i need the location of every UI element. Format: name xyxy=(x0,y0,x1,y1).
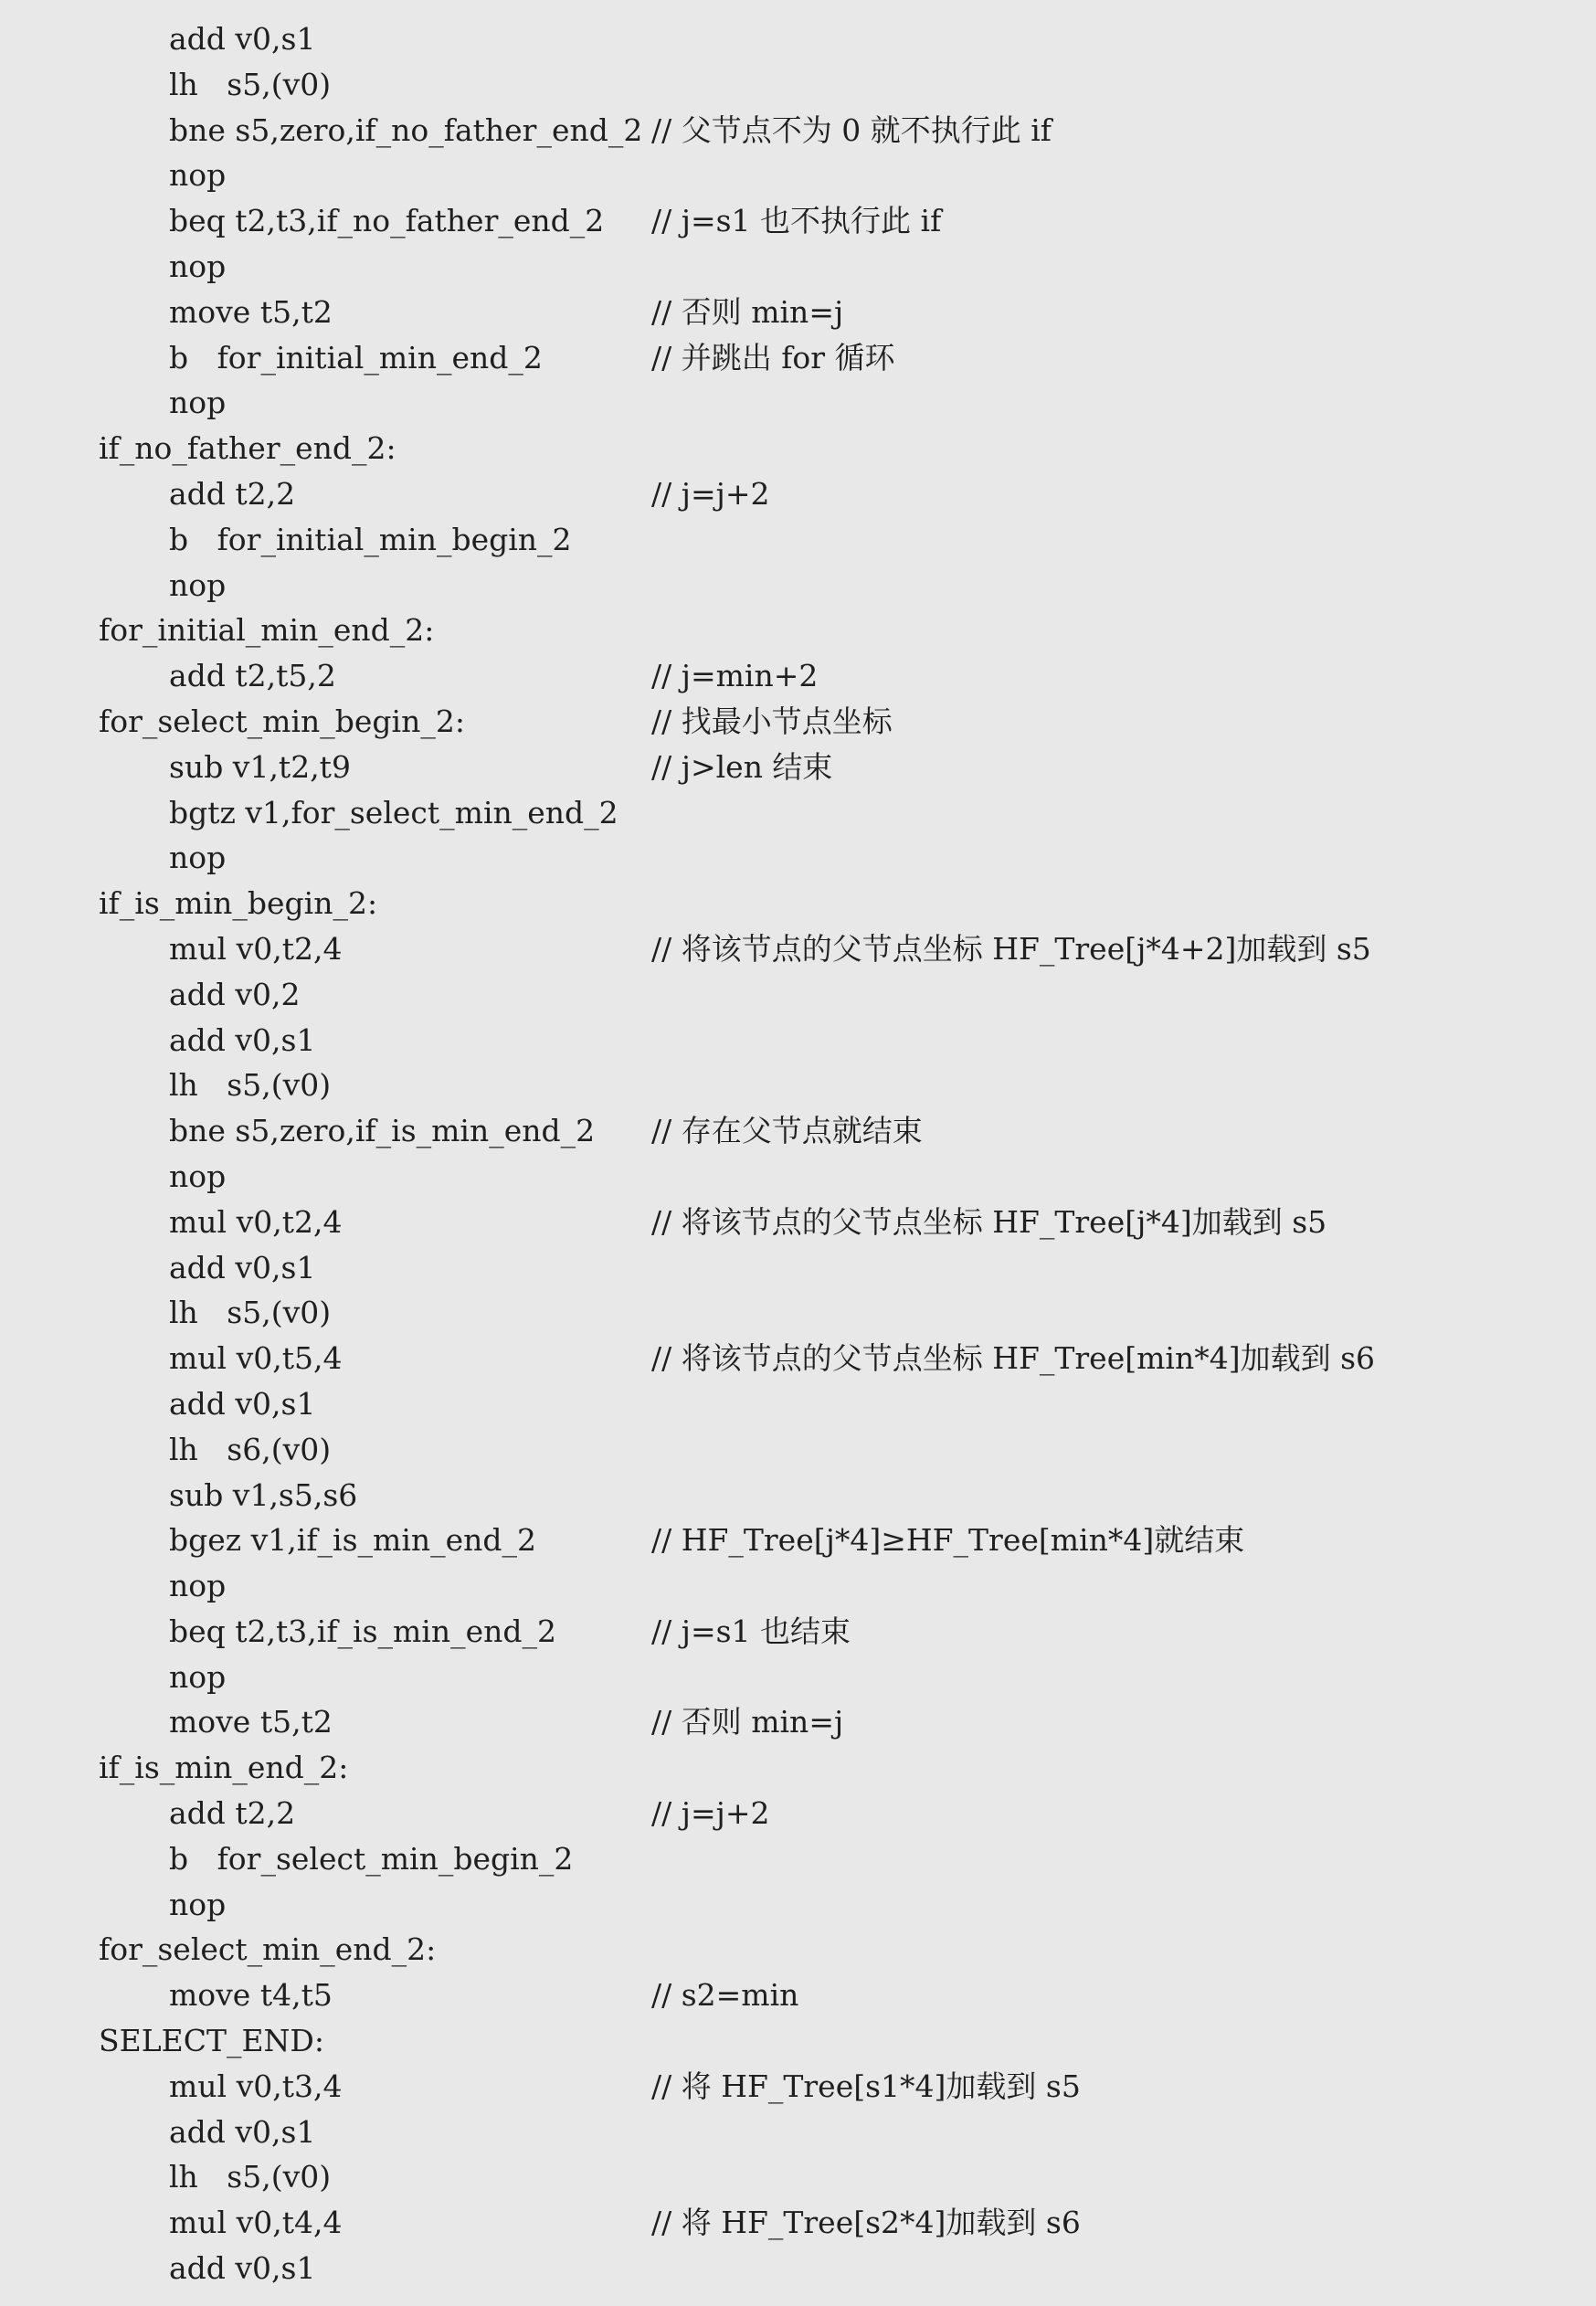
code-instruction: add v0,s1 xyxy=(169,2113,316,2150)
code-line xyxy=(0,2064,1596,2110)
code-line xyxy=(0,926,1596,972)
code-line xyxy=(0,335,1596,381)
code-line xyxy=(0,881,1596,926)
code-instruction: add t2,2 xyxy=(169,475,296,512)
code-line xyxy=(0,198,1596,244)
code-line xyxy=(0,16,1596,62)
code-comment: // 将 HF_Tree[s2*4]加载到 s6 xyxy=(651,2205,1081,2241)
code-instruction: nop xyxy=(169,157,227,194)
code-label: for_select_min_end_2: xyxy=(99,1931,437,1968)
code-comment: // j=min+2 xyxy=(651,658,819,694)
code-line xyxy=(0,1108,1596,1154)
code-instruction: move t5,t2 xyxy=(169,293,333,330)
code-line xyxy=(0,1609,1596,1655)
code-line xyxy=(0,1655,1596,1700)
code-line xyxy=(0,1699,1596,1745)
code-instruction: nop xyxy=(169,1886,227,1922)
code-instruction: lh s5,(v0) xyxy=(169,1295,332,1331)
code-line xyxy=(0,1745,1596,1791)
code-line xyxy=(0,608,1596,653)
code-line xyxy=(0,1427,1596,1473)
code-instruction: nop xyxy=(169,566,227,603)
code-line xyxy=(0,563,1596,608)
code-line xyxy=(0,290,1596,335)
code-instruction: add v0,s1 xyxy=(169,1385,316,1422)
code-comment: // j=j+2 xyxy=(651,475,770,512)
code-comment: // 将该节点的父节点坐标 HF_Tree[j*4]加载到 s5 xyxy=(651,1203,1327,1240)
code-label: for_initial_min_end_2: xyxy=(99,612,435,649)
code-line xyxy=(0,1245,1596,1291)
code-line xyxy=(0,972,1596,1018)
code-line xyxy=(0,1927,1596,1973)
code-comment: // 将该节点的父节点坐标 HF_Tree[min*4]加载到 s6 xyxy=(651,1340,1375,1377)
code-instruction: lh s5,(v0) xyxy=(169,66,332,102)
code-comment: // 父节点不为 0 就不执行此 if xyxy=(651,111,1052,148)
code-line xyxy=(0,653,1596,699)
code-comment: // HF_Tree[j*4]≥HF_Tree[min*4]就结束 xyxy=(651,1522,1245,1559)
code-line xyxy=(0,1563,1596,1609)
code-line xyxy=(0,2018,1596,2064)
code-label: for_select_min_begin_2: xyxy=(99,703,465,739)
code-instruction: mul v0,t2,4 xyxy=(169,930,343,967)
code-label: SELECT_END: xyxy=(99,2023,325,2059)
code-line xyxy=(0,1154,1596,1200)
code-comment: // j=s1 也不执行此 if xyxy=(651,203,942,239)
code-line xyxy=(0,1882,1596,1928)
code-line xyxy=(0,1473,1596,1518)
code-instruction: b for_initial_min_end_2 xyxy=(169,339,543,376)
code-instruction: mul v0,t4,4 xyxy=(169,2205,343,2241)
code-instruction: beq t2,t3,if_is_min_end_2 xyxy=(169,1613,557,1649)
code-instruction: bgtz v1,for_select_min_end_2 xyxy=(169,794,618,830)
code-comment: // j>len 结束 xyxy=(651,748,833,785)
code-comment: // j=s1 也结束 xyxy=(651,1613,851,1649)
code-label: if_is_min_end_2: xyxy=(99,1750,349,1786)
code-instruction: move t4,t5 xyxy=(169,1977,333,2014)
code-line xyxy=(0,108,1596,153)
code-instruction: add v0,s1 xyxy=(169,1249,316,1285)
code-instruction: lh s6,(v0) xyxy=(169,1431,332,1467)
code-instruction: add v0,s1 xyxy=(169,1021,316,1058)
code-instruction: add t2,t5,2 xyxy=(169,658,336,694)
code-line xyxy=(0,1791,1596,1836)
code-instruction: add v0,2 xyxy=(169,976,301,1012)
code-line xyxy=(0,1518,1596,1563)
code-line xyxy=(0,1063,1596,1108)
code-instruction: bne s5,zero,if_no_father_end_2 xyxy=(169,111,643,148)
code-instruction: lh s5,(v0) xyxy=(169,1067,332,1104)
code-line xyxy=(0,426,1596,471)
code-line xyxy=(0,471,1596,517)
code-line xyxy=(0,1381,1596,1427)
code-line xyxy=(0,62,1596,108)
code-line xyxy=(0,1836,1596,1882)
code-instruction: add t2,2 xyxy=(169,1795,296,1832)
code-instruction: nop xyxy=(169,840,227,876)
code-line xyxy=(0,153,1596,198)
code-line xyxy=(0,790,1596,836)
code-instruction: sub v1,s5,s6 xyxy=(169,1476,358,1513)
code-line xyxy=(0,380,1596,426)
code-line xyxy=(0,1018,1596,1063)
code-instruction: bgez v1,if_is_min_end_2 xyxy=(169,1522,537,1559)
code-instruction: mul v0,t5,4 xyxy=(169,1340,343,1377)
code-comment: // j=j+2 xyxy=(651,1795,770,1832)
code-label: if_is_min_begin_2: xyxy=(99,885,378,922)
code-line xyxy=(0,699,1596,745)
code-instruction: mul v0,t2,4 xyxy=(169,1203,343,1240)
code-comment: // 否则 min=j xyxy=(651,1704,844,1740)
code-line xyxy=(0,1336,1596,1381)
code-instruction: nop xyxy=(169,1658,227,1695)
code-line xyxy=(0,1290,1596,1336)
code-comment: // 并跳出 for 循环 xyxy=(651,339,895,376)
code-instruction: nop xyxy=(169,1568,227,1604)
code-instruction: nop xyxy=(169,1158,227,1194)
code-comment: // 找最小节点坐标 xyxy=(651,703,893,739)
code-listing xyxy=(0,16,1596,2291)
code-comment: // 将 HF_Tree[s1*4]加载到 s5 xyxy=(651,2068,1081,2104)
code-line xyxy=(0,517,1596,563)
code-instruction: bne s5,zero,if_is_min_end_2 xyxy=(169,1113,596,1149)
code-instruction: add v0,s1 xyxy=(169,21,316,57)
code-line xyxy=(0,2110,1596,2155)
code-line xyxy=(0,835,1596,881)
code-line xyxy=(0,2246,1596,2291)
code-line xyxy=(0,1973,1596,2018)
code-label: if_no_father_end_2: xyxy=(99,430,396,467)
code-instruction: b for_select_min_begin_2 xyxy=(169,1840,574,1877)
code-instruction: nop xyxy=(169,248,227,284)
code-instruction: nop xyxy=(169,385,227,421)
code-instruction: mul v0,t3,4 xyxy=(169,2068,343,2104)
code-instruction: sub v1,t2,t9 xyxy=(169,748,351,785)
code-line xyxy=(0,244,1596,290)
code-instruction: lh s5,(v0) xyxy=(169,2159,332,2195)
code-line xyxy=(0,1200,1596,1245)
code-instruction: move t5,t2 xyxy=(169,1704,333,1740)
code-line xyxy=(0,2154,1596,2200)
code-comment: // 否则 min=j xyxy=(651,293,844,330)
code-comment: // s2=min xyxy=(651,1977,799,2014)
code-comment: // 存在父节点就结束 xyxy=(651,1113,923,1149)
code-instruction: add v0,s1 xyxy=(169,2250,316,2287)
code-line xyxy=(0,745,1596,790)
code-instruction: beq t2,t3,if_no_father_end_2 xyxy=(169,203,605,239)
code-comment: // 将该节点的父节点坐标 HF_Tree[j*4+2]加载到 s5 xyxy=(651,930,1371,967)
code-instruction: b for_initial_min_begin_2 xyxy=(169,521,572,557)
code-line xyxy=(0,2200,1596,2246)
